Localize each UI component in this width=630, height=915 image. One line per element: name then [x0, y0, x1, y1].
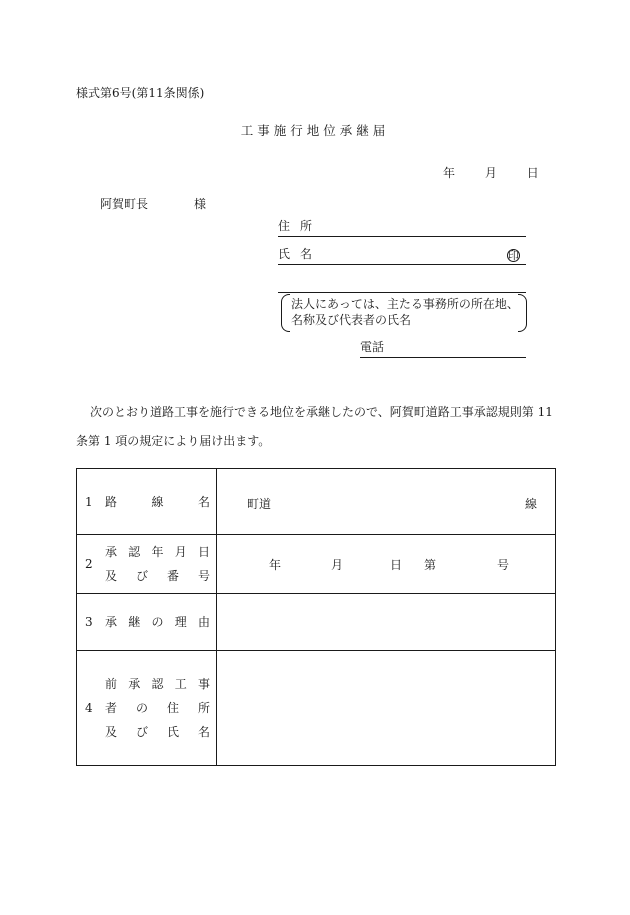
row4-label-line	[105, 672, 210, 696]
label-char: 工	[174, 677, 187, 691]
date-day-label: 日	[526, 166, 539, 180]
label-char: 承	[105, 615, 118, 629]
label-char: 号	[197, 569, 210, 583]
label-char: 氏	[166, 725, 179, 739]
route-suffix: 線	[524, 497, 537, 511]
date-row	[443, 164, 539, 181]
name-label: 氏名	[278, 247, 323, 261]
approval-number-prefix: 第	[424, 558, 437, 572]
date-month-label: 月	[484, 166, 497, 180]
label-char: 及	[105, 725, 118, 739]
addressee-name: 阿賀町長	[100, 197, 149, 211]
table-row-route	[77, 469, 556, 535]
address-field[interactable]	[278, 218, 526, 237]
body-text: 次のとおり道路工事を施行できる地位を承継したので、阿賀町道路工事承認規則第 11 条第 1 項の規定により届け出ます。	[76, 405, 553, 448]
form-number: 様式第6号(第11条関係)	[76, 86, 205, 100]
approval-number-suffix: 号	[497, 558, 510, 572]
label-char: 事	[197, 677, 210, 691]
label-char: 由	[197, 615, 210, 629]
row2-label-line	[105, 540, 210, 564]
label-char: 名	[197, 494, 210, 509]
label-char: 継	[128, 615, 141, 629]
name-continuation-field[interactable]	[278, 274, 526, 293]
phone-label: 電話	[360, 340, 385, 354]
seal-icon: 印	[508, 249, 519, 262]
row4-number: 4	[85, 701, 93, 715]
label-char: 承	[105, 545, 118, 559]
row3-number: 3	[85, 615, 93, 629]
label-char: 及	[105, 569, 118, 583]
label-char: び	[135, 569, 148, 583]
label-char: 認	[128, 545, 141, 559]
label-char: 日	[197, 545, 210, 559]
address-label: 住所	[278, 219, 323, 233]
label-char: の	[151, 615, 164, 629]
row4-label-line	[105, 720, 210, 744]
row2-label-cell	[77, 535, 217, 594]
row2-number: 2	[85, 557, 93, 571]
label-char: 者	[105, 701, 118, 715]
label-char: 認	[151, 677, 164, 691]
label-char: 路	[105, 494, 118, 509]
row1-number: 1	[85, 494, 93, 509]
route-prefix: 町道	[247, 497, 272, 511]
succession-reason-cell[interactable]	[217, 594, 556, 651]
table-row-reason	[77, 594, 556, 651]
document-title: 工事施行地位承継届	[240, 123, 390, 138]
corporate-note	[281, 294, 527, 330]
date-year-label: 年	[443, 166, 456, 180]
label-char: 月	[174, 545, 187, 559]
route-name-cell[interactable]	[217, 469, 556, 535]
notification-table	[76, 468, 556, 766]
label-char: の	[135, 701, 148, 715]
phone-field[interactable]	[360, 340, 526, 358]
right-paren	[518, 294, 527, 332]
row4-label-line	[105, 696, 210, 720]
row1-label-cell	[77, 469, 217, 535]
label-char: 前	[105, 677, 118, 691]
row2-label-line	[105, 564, 210, 588]
label-char: 名	[197, 725, 210, 739]
table-row-previous	[77, 651, 556, 766]
row4-label-cell	[77, 651, 217, 766]
row3-label-cell	[77, 594, 217, 651]
label-char: び	[135, 725, 148, 739]
previous-approver-cell[interactable]	[217, 651, 556, 766]
label-char: 年	[151, 545, 164, 559]
left-paren	[281, 294, 290, 332]
addressee-honorific: 様	[194, 197, 207, 211]
name-field[interactable]	[278, 246, 526, 265]
row3-label-line	[105, 610, 210, 634]
label-char: 線	[151, 494, 164, 509]
row1-label-line	[105, 490, 210, 514]
approval-date-cell[interactable]	[217, 535, 556, 594]
label-char: 理	[174, 615, 187, 629]
approval-year-label: 年	[269, 558, 282, 572]
table-row-approval	[77, 535, 556, 594]
addressee	[100, 195, 206, 212]
corporate-note-text: 法人にあっては、主たる事務所の所在地、名称及び代表者の氏名	[291, 297, 519, 327]
label-char: 住	[166, 701, 179, 715]
approval-day-label: 日	[390, 558, 403, 572]
approval-month-label: 月	[331, 558, 344, 572]
label-char: 承	[128, 677, 141, 691]
label-char: 番	[166, 569, 179, 583]
label-char: 所	[197, 701, 210, 715]
